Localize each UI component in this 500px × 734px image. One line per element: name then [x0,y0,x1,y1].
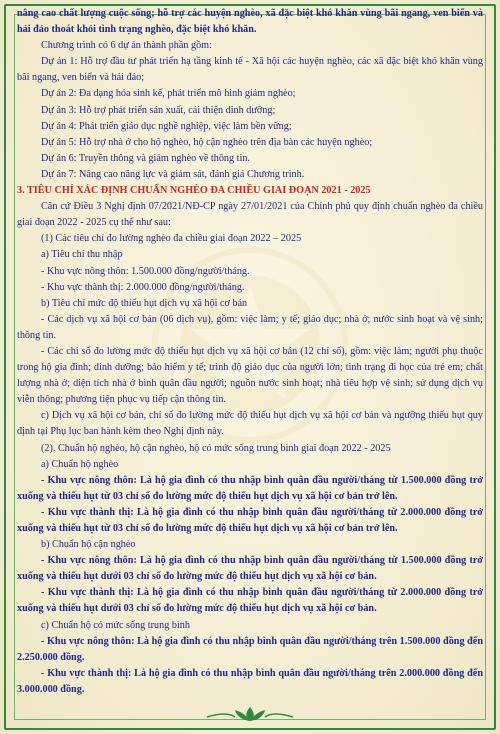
paragraph: - Các dịch vụ xã hội cơ bản (06 dịch vụ), gồm: việc làm; y tế; giáo dục; nhà ở; nước sinh hoạt và vệ sinh; thông tin. [17,313,483,341]
paragraph: c) Chuẩn hộ có mức sống trung bình [41,619,190,631]
paragraph: Dự án 7: Nâng cao năng lực và giám sát, đánh giá Chương trình. [41,168,305,180]
paragraph: b) Tiêu chí mức độ thiếu hụt dịch vụ xã hội cơ bản [41,297,248,309]
paragraph: Chương trình có 6 dự án thành phần gồm: [41,40,212,52]
paragraph: - Các chỉ số đo lường mức độ thiếu hụt dịch vụ xã hội cơ bản (12 chỉ số), gồm: việc làm; người phụ thuộc trong hộ gia đình; dinh dưỡng; bảo hiểm y tế; trình độ giáo dục của người lớn; tình trạng đi học của trẻ em; chất lượng nhà ở; diện tích nhà ở bình quân đầu người; nguồn nước sinh hoạt; nhà tiêu hợp vệ sinh; sử dụng dịch vụ viễn thông; phương tiện phục vụ tiếp cận thông tin. [17,345,483,406]
paragraph: Căn cứ Điều 3 Nghị định 07/2021/NĐ-CP ngày 27/01/2021 của Chính phủ quy định chuẩn nghèo đa chiều giai đoạn 2022 - 2025 cụ thể như sau: [17,201,483,229]
section-heading: 3. TIÊU CHÍ XÁC ĐỊNH CHUẨN NGHÈO ĐA CHIỀU GIAI ĐOẠN 2021 - 2025 [17,185,371,197]
paragraph: b) Chuẩn hộ cận nghèo [41,539,136,551]
paragraph: Dự án 6: Truyền thông và giảm nghèo về thông tin. [41,152,250,164]
paragraph: Dự án 2: Đa dạng hóa sinh kế, phát triển mô hình giảm nghèo; [41,88,296,100]
paragraph: (2). Chuẩn hộ nghèo, hộ cận nghèo, hộ có mức sống trung bình giai đoạn 2022 - 2025 [41,442,391,454]
paragraph: - Khu vực nông thôn: Là hộ gia đình có thu nhập bình quân đầu người/tháng từ 1.500.000 đồng trở xuống và thiếu hụt từ 03 chỉ số đo lường mức độ thiếu hụt dịch vụ xã hội cơ bản trở lên. [17,474,483,502]
paragraph: Dự án 3: Hỗ trợ phát triển sản xuất, cải thiện dinh dưỡng; [41,104,276,116]
paragraph: a) Tiêu chí thu nhập [41,249,123,261]
paragraph: - Khu vực nông thôn: 1.500.000 đồng/người/tháng. [41,265,250,277]
paragraph: - Khu vực nông thôn: Là hộ gia đình có thu nhập bình quân đầu người/tháng từ 1.500.000 đồng trở xuống và thiếu hụt dưới 03 chỉ số đo lường mức độ thiếu hụt dịch vụ xã hội cơ bản. [17,555,483,583]
document-body [17,6,483,698]
paragraph: - Khu vực thành thị: Là hộ gia đình có thu nhập bình quân đầu người/tháng từ 2.000.000 đồng trở xuống và thiếu hụt từ 03 chỉ số đo lường mức độ thiếu hụt dịch vụ xã hội cơ bản trở lên. [17,506,483,534]
paragraph: - Khu vực thành thị: Là hộ gia đình có thu nhập bình quân đầu người/tháng từ 2.000.000 đồng trở xuống và thiếu hụt dưới 03 chỉ số đo lường mức độ thiếu hụt dịch vụ xã hội cơ bản. [17,587,483,615]
paragraph: a) Chuẩn hộ nghèo [41,458,119,470]
paragraph: nâng cao chất lượng cuộc sống; hỗ trợ các huyện nghèo, xã đặc biệt khó khăn vùng bãi ngang, ven biển và hải đảo thoát khỏi tình trạng nghèo, đặc biệt khó khăn. [17,8,483,36]
paragraph: c) Dịch vụ xã hội cơ bản, chỉ số đo lường mức độ thiếu hụt dịch vụ xã hội cơ bản và ngưỡng thiếu hụt quy định tại Phụ lục ban hành kèm theo Nghị định này. [17,410,483,438]
paragraph: Dự án 5: Hỗ trợ nhà ở cho hộ nghèo, hộ cận nghèo trên địa bàn các huyện nghèo; [41,136,373,148]
paragraph: - Khu vực thành thị: 2.000.000 đồng/người/tháng. [41,281,245,293]
paragraph: (1) Các tiêu chí đo lường nghèo đa chiều giai đoạn 2022 – 2025 [41,233,302,245]
lotus-ornament-icon [205,705,295,723]
paragraph: - Khu vực nông thôn: Là hộ gia đình có thu nhập bình quân đầu người/tháng trên 1.500.000 đồng đến 2.250.000 đồng. [17,635,483,663]
paragraph: - Khu vực thành thị: Là hộ gia đình có thu nhập bình quân đầu người/tháng trên 2.000.000 đồng đến 3.000.000 đồng. [17,667,483,695]
paragraph: Dự án 1: Hỗ trợ đầu tư phát triển hạ tầng kinh tế - Xã hội các huyện nghèo, các xã đặc biệt khó khăn vùng bãi ngang, ven biển và hải đảo; [17,56,483,84]
paragraph: Dự án 4: Phát triển giáo dục nghề nghiệp, việc làm bền vững; [41,120,292,132]
